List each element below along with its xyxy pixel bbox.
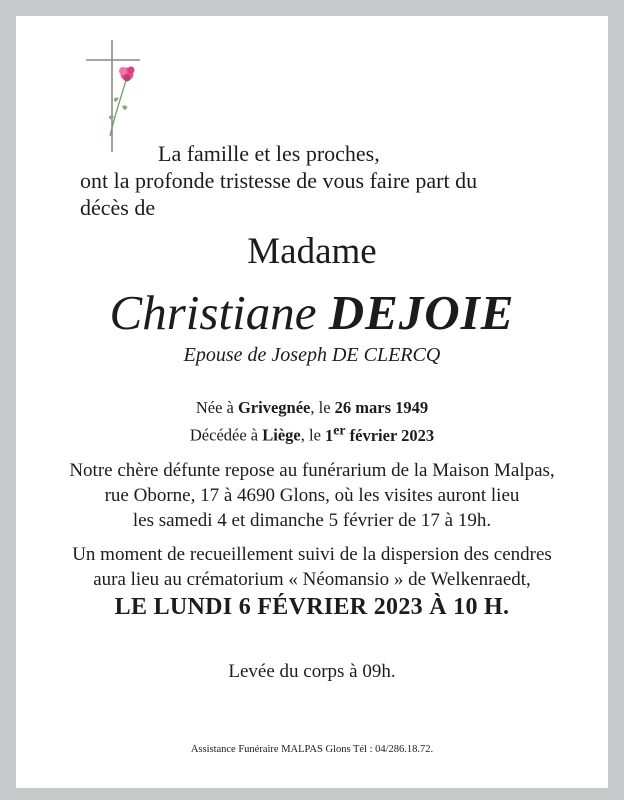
ceremony-line-1: Un moment de recueillement suivi de la dispersion des cendres <box>72 544 552 565</box>
viewing-line-1: Notre chère défunte repose au funérarium de la Maison Malpas, <box>69 460 555 481</box>
death-line <box>0 419 624 447</box>
intro-text <box>80 140 550 221</box>
death-sep: , le <box>300 425 321 445</box>
death-prefix: Décédée à <box>189 425 259 445</box>
funeral-home-footer: Assistance Funéraire MALPAS Glons Tél : 04/286.18.72. <box>190 744 434 755</box>
honorific: Madame <box>247 231 377 272</box>
intro-line-3: décès de <box>80 195 156 220</box>
birth-prefix: Née à <box>195 398 234 417</box>
viewing-line-3: les samedi 4 et dimanche 5 février de 17 à 19h. <box>132 510 492 531</box>
ceremony-line-2: aura lieu au crématorium « Néomansio » de Welkenraedt, <box>93 569 531 590</box>
viewing-paragraph <box>0 458 624 533</box>
last-name: DEJOIE <box>328 285 515 340</box>
birth-date: 26 mars 1949 <box>334 398 429 417</box>
birth-sep: , le <box>310 398 331 417</box>
death-day-suffix: er <box>333 422 346 437</box>
death-date: février 2023 <box>349 425 435 445</box>
levee-line: Levée du corps à 09h. <box>228 661 396 682</box>
life-dates <box>0 397 624 447</box>
intro-line-1: La famille et les proches, <box>158 141 380 166</box>
spouse-line: Epouse de Joseph DE CLERCQ <box>183 344 441 366</box>
death-day: 1 <box>325 425 334 445</box>
death-place: Liège <box>262 425 301 445</box>
cross-with-rose-icon <box>86 40 146 152</box>
first-name: Christiane <box>109 285 317 340</box>
ceremony-paragraph <box>0 542 624 592</box>
viewing-line-2: rue Oborne, 17 à 4690 Glons, où les visites auront lieu <box>104 485 520 506</box>
deceased-name <box>0 284 624 341</box>
birth-place: Grivegnée <box>237 398 311 417</box>
ceremony-datetime: LE LUNDI 6 FÉVRIER 2023 À 10 H. <box>114 594 510 620</box>
birth-line <box>0 397 624 419</box>
intro-line-2: ont la profonde tristesse de vous faire part du <box>80 168 478 193</box>
